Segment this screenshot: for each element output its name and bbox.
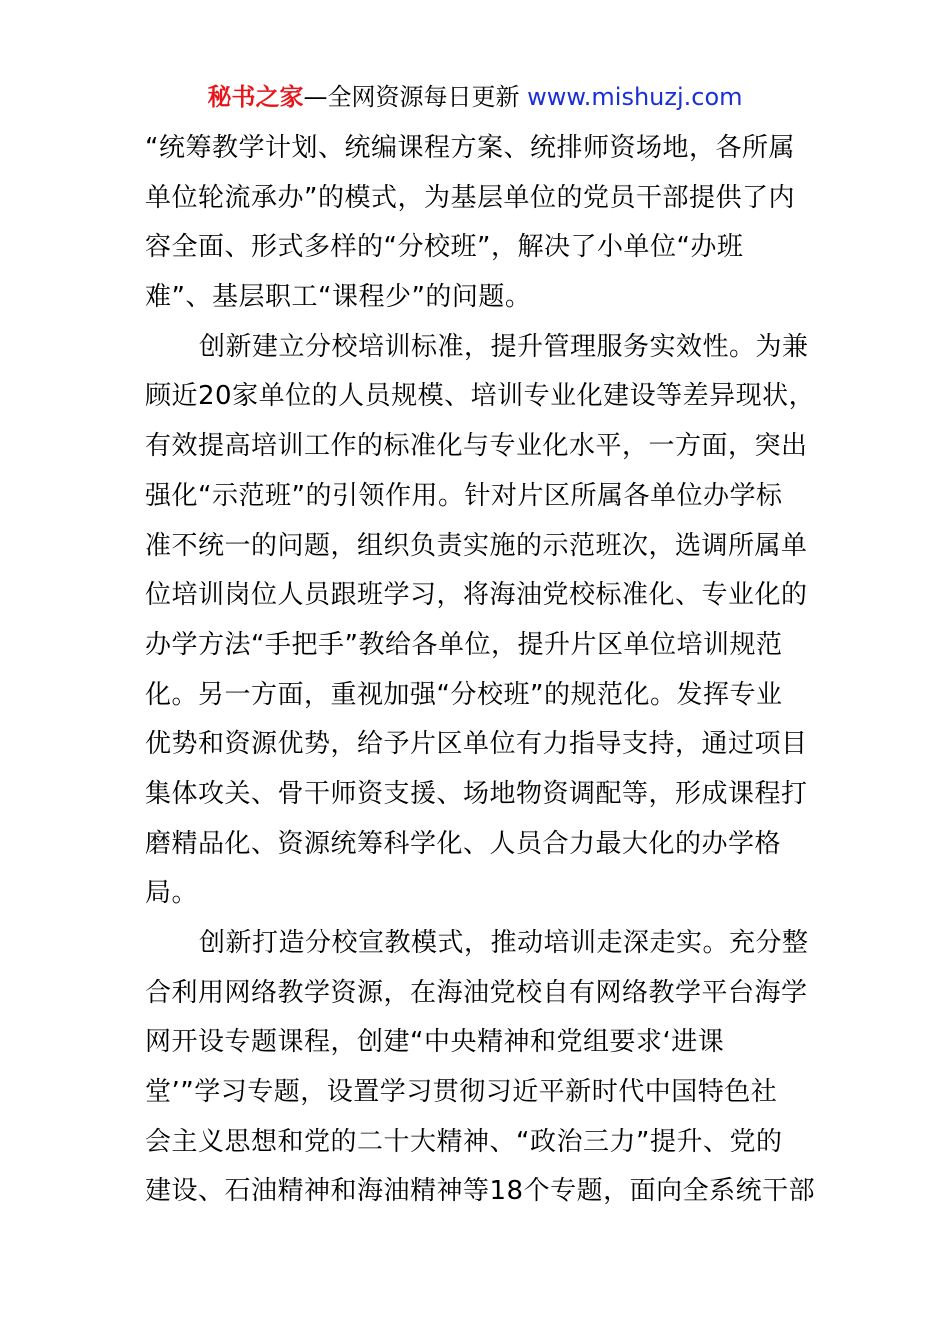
text-line: 优势和资源优势，给予片区单位有力指导支持，通过项目 (145, 729, 808, 760)
text-line: 办学方法“手把手”教给各单位，提升片区单位培训规范 (145, 629, 783, 660)
text-line: 容全面、形式多样的“分校班”，解决了小单位“办班 (145, 232, 744, 263)
text-line: 难”、基层职工“课程少”的问题。 (145, 282, 532, 313)
text-line: 局。 (145, 878, 199, 909)
text-line: 会主义思想和党的二十大精神、“政治三力”提升、党的 (145, 1126, 783, 1157)
paragraph-start-line: 创新建立分校培训标准，提升管理服务实效性。为兼 (199, 331, 809, 362)
text-line: 化。另一方面，重视加强“分校班”的规范化。发挥专业 (145, 679, 783, 710)
document-body (145, 124, 816, 1217)
text-line: 单位轮流承办”的模式，为基层单位的党员干部提供了内 (145, 182, 795, 213)
text-line: “统筹教学计划、统编课程方案、统排师资场地，各所属 (145, 133, 795, 163)
text-line: 位培训岗位人员跟班学习，将海油党校标准化、专业化的 (145, 580, 808, 611)
text-line: 顾近20家单位的人员规模、培训专业化建设等差异现状， (145, 381, 816, 412)
header-tagline: —全网资源每日更新 (303, 83, 520, 111)
text-line: 合利用网络教学资源，在海油党校自有网络教学平台海学 (145, 977, 808, 1008)
text-line: 磨精品化、资源统筹科学化、人员合力最大化的办学格 (145, 828, 782, 859)
text-line: 堂’”学习专题，设置学习贯彻习近平新时代中国特色社 (145, 1077, 778, 1108)
text-line: 有效提高培训工作的标准化与专业化水平，一方面，突出 (145, 431, 808, 462)
text-line: 网开设专题课程，创建“中央精神和党组要求‘进课 (145, 1027, 725, 1058)
text-line: 准不统一的问题，组织负责实施的示范班次，选调所属单 (145, 530, 808, 561)
site-url[interactable]: www.mishuzj.com (527, 83, 743, 111)
text-line: 集体攻关、骨干师资支援、场地物资调配等，形成课程打 (145, 778, 808, 809)
brand-name: 秘书之家 (207, 83, 304, 111)
paragraph-start-line: 创新打造分校宣教模式，推动培训走深走实。充分整 (199, 928, 809, 958)
text-line: 建设、石油精神和海油精神等18个专题，面向全系统干部 (145, 1176, 816, 1207)
text-line: 强化“示范班”的引领作用。针对片区所属各单位办学标 (145, 480, 783, 511)
page-header (0, 80, 950, 114)
